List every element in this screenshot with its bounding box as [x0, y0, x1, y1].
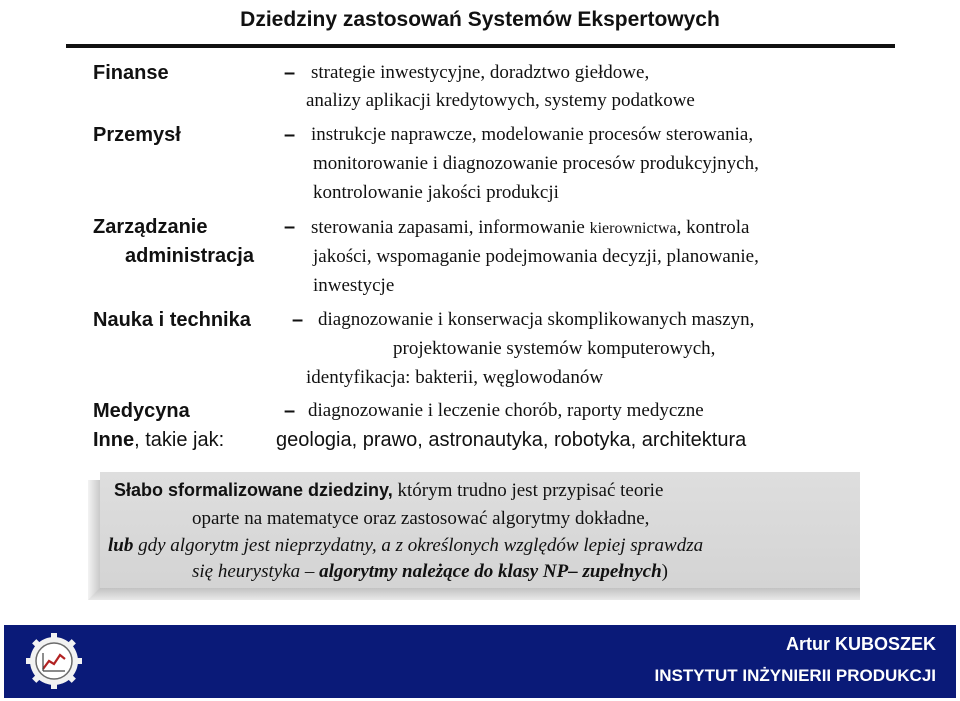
- note-line-3: [108, 535, 703, 557]
- note-box-side: [88, 480, 100, 600]
- note-line-1: [114, 480, 663, 502]
- term-przemysl: Przemysł: [93, 124, 181, 146]
- desc-zarzadzanie-1a: sterowania zapasami, informowanie: [311, 217, 590, 238]
- dash-zarzadzanie: –: [284, 216, 296, 238]
- term-nauka: Nauka i technika: [93, 309, 251, 331]
- note-line-2: oparte na matematyce oraz zastosować algorytmy dokładne,: [192, 508, 650, 529]
- term-inne-bold: Inne: [93, 429, 135, 451]
- term-medycyna: Medycyna: [93, 400, 190, 422]
- term-zarzadzanie: Zarządzanie: [93, 216, 208, 238]
- term-inne-rest: , takie jak:: [134, 429, 225, 451]
- desc-zarzadzanie-2: jakości, wspomaganie podejmowania decyzji, planowanie,: [313, 246, 759, 267]
- desc-nauka-1: diagnozowanie i konserwacja skomplikowanych maszyn,: [318, 309, 755, 330]
- institute-logo-icon: [26, 633, 82, 689]
- desc-zarzadzanie-1c: , kontrola: [676, 217, 750, 238]
- dash-finanse: –: [284, 62, 296, 84]
- note-line-1-rest: którym trudno jest przypisać teorie: [392, 480, 664, 501]
- note-line-3-bold: lub: [108, 535, 134, 556]
- dash-przemysl: –: [284, 124, 296, 146]
- desc-medycyna: diagnozowanie i leczenie chorób, raporty medyczne: [308, 400, 704, 421]
- desc-zarzadzanie-1: [311, 214, 749, 243]
- note-line-4-bold: algorytmy należące do klasy NP– zupełnych: [314, 561, 662, 582]
- desc-zarzadzanie-1b: kierownictwa: [589, 220, 677, 237]
- desc-finanse-2: analizy aplikacji kredytowych, systemy podatkowe: [306, 90, 695, 111]
- desc-nauka-2: projektowanie systemów komputerowych,: [393, 338, 716, 359]
- desc-zarzadzanie-3: inwestycje: [313, 275, 395, 296]
- desc-przemysl-3: kontrolowanie jakości produkcji: [313, 182, 559, 203]
- institute-name: INSTYTUT INŻYNIERII PRODUKCJI: [654, 666, 936, 685]
- footer-bar: [4, 625, 956, 698]
- note-bold-lead: Słabo sformalizowane dziedziny,: [114, 480, 393, 500]
- dash-nauka: –: [292, 309, 304, 331]
- term-finanse: Finanse: [93, 62, 169, 84]
- author-name: Artur KUBOSZEK: [785, 634, 936, 654]
- term-administracja: administracja: [125, 245, 254, 267]
- note-box-bottom: [88, 588, 860, 600]
- desc-przemysl-1: instrukcje naprawcze, modelowanie procesów sterowania,: [311, 124, 754, 145]
- note-box-face: [100, 472, 860, 588]
- note-line-4: [192, 561, 668, 583]
- note-box: [88, 472, 860, 600]
- desc-inne: geologia, prawo, astronautyka, robotyka, architektura: [276, 429, 747, 451]
- note-line-4-close: ): [661, 561, 668, 582]
- term-inne: [93, 429, 224, 452]
- desc-przemysl-2: monitorowanie i diagnozowanie procesów produkcyjnych,: [313, 153, 759, 174]
- note-line-4-italic: się heurystyka –: [192, 561, 315, 582]
- title-underline: [66, 44, 895, 48]
- desc-finanse-1: strategie inwestycyjne, doradztwo giełdowe,: [311, 62, 650, 83]
- slide-title: Dziedziny zastosowań Systemów Ekspertowych: [240, 8, 720, 31]
- dash-medycyna: –: [284, 400, 296, 422]
- note-line-3-rest: gdy algorytm jest nieprzydatny, a z określonych względów lepiej sprawdza: [133, 535, 704, 556]
- desc-nauka-3: identyfikacja: bakterii, węglowodanów: [306, 367, 604, 388]
